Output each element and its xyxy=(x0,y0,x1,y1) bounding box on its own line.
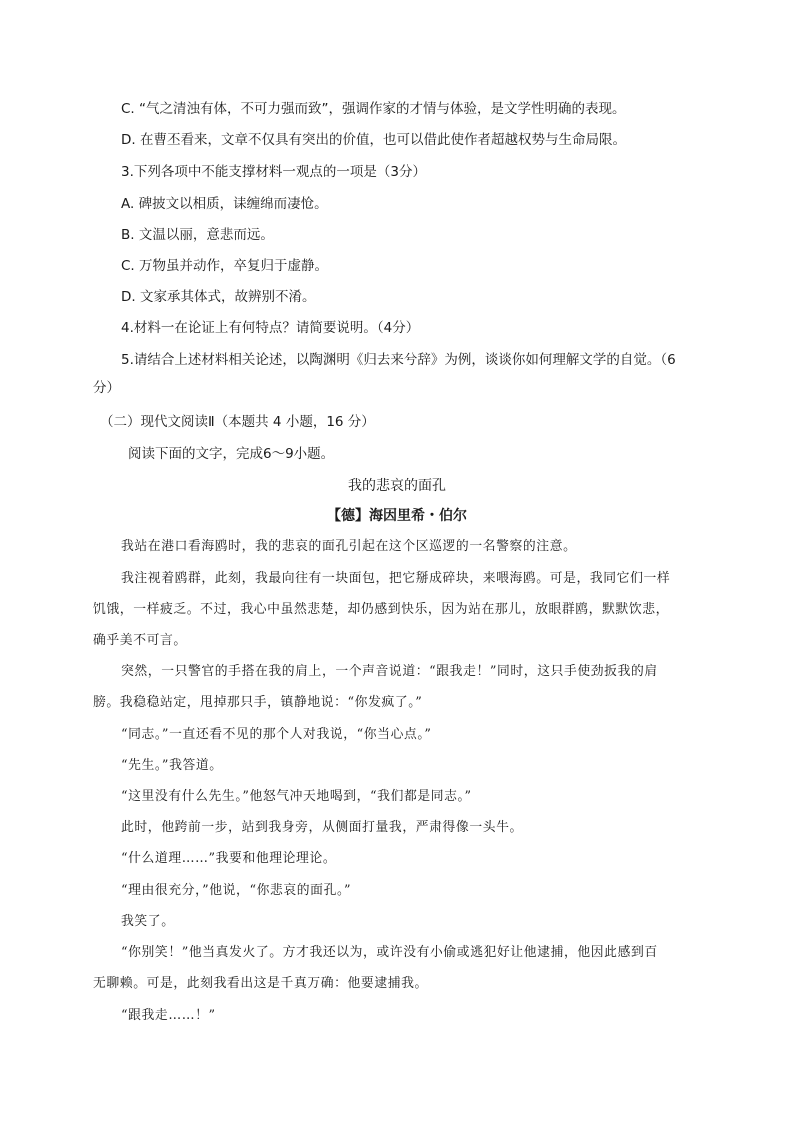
story-paragraph-line: 确乎美不可言。 xyxy=(93,633,187,648)
q4-stem: 4.材料一在论证上有何特点？请简要说明。（4分） xyxy=(121,320,420,336)
q3-option-a: A. 碑披文以相质，诔缠绵而凄怆。 xyxy=(121,196,328,212)
q3-option-d: D. 文家承其体式，故辨别不淆。 xyxy=(121,289,316,305)
story-paragraph-line: “什么道理……”我要和他理论理论。 xyxy=(121,851,337,866)
story-paragraph-line: 我笑了。 xyxy=(121,914,175,929)
story-paragraph-line: 我注视着鸥群，此刻，我最向往有一块面包，把它掰成碎块，来喂海鸥。可是，我同它们一样 xyxy=(121,571,671,586)
q2-option-c: C. “气之清浊有体，不可力强而致”，强调作家的才情与体验，是文学性明确的表现。 xyxy=(121,101,626,117)
story-paragraph-line: “同志。”一直还看不见的那个人对我说，“你当心点。” xyxy=(121,727,432,742)
story-author: 【德】海因里希・伯尔 xyxy=(327,508,467,524)
q5-stem-continued: 分） xyxy=(93,380,120,396)
section-instruction: 阅读下面的文字，完成6～9小题。 xyxy=(128,446,335,462)
q3-option-b: B. 文温以丽，意悲而远。 xyxy=(121,227,274,243)
q5-stem: 5.请结合上述材料相关论述，以陶渊明《归去来兮辞》为例，谈谈你如何理解文学的自觉。（6 xyxy=(121,352,676,368)
story-paragraph-line: “你别笑！”他当真发火了。方才我还以为，或许没有小偷或逃犯好让他逮捕，他因此感到百 xyxy=(121,945,658,960)
story-paragraph-line: 此时，他跨前一步，站到我身旁，从侧面打量我，严肃得像一头牛。 xyxy=(121,820,523,835)
story-paragraph-line: “这里没有什么先生。”他怒气冲天地喝到，“我们都是同志。” xyxy=(121,789,472,804)
q2-option-d: D. 在曹丕看来，文章不仅具有突出的价值，也可以借此使作者超越权势与生命局限。 xyxy=(121,132,626,148)
story-paragraph-line: “先生。”我答道。 xyxy=(121,758,223,773)
section-heading: （二）现代文阅读Ⅱ（本题共 4 小题，16 分） xyxy=(100,414,375,430)
story-title: 我的悲哀的面孔 xyxy=(348,478,446,494)
story-paragraph-line: 我站在港口看海鸥时，我的悲哀的面孔引起在这个区巡逻的一名警察的注意。 xyxy=(121,539,577,554)
story-paragraph-line: “跟我走……！” xyxy=(121,1008,216,1023)
story-paragraph-line: 突然，一只警官的手搭在我的肩上，一个声音说道：“跟我走！”同时，这只手使劲扳我的肩 xyxy=(121,664,658,679)
story-paragraph-line: 饥饿，一样疲乏。不过，我心中虽然悲楚，却仍感到快乐，因为站在那儿，放眼群鸥，默默饮悲， xyxy=(93,602,670,617)
story-paragraph-line: “理由很充分，”他说，“你悲哀的面孔。” xyxy=(121,883,352,898)
story-paragraph-line: 无聊赖。可是，此刻我看出这是千真万确：他要逮捕我。 xyxy=(93,976,428,991)
story-paragraph-line: 膀。我稳稳站定，甩掉那只手，镇静地说：“你发疯了。” xyxy=(93,695,423,710)
q3-stem: 3.下列各项中不能支撑材料一观点的一项是（3分） xyxy=(121,164,426,180)
q3-option-c: C. 万物虽并动作，卒复归于虚静。 xyxy=(121,258,329,274)
